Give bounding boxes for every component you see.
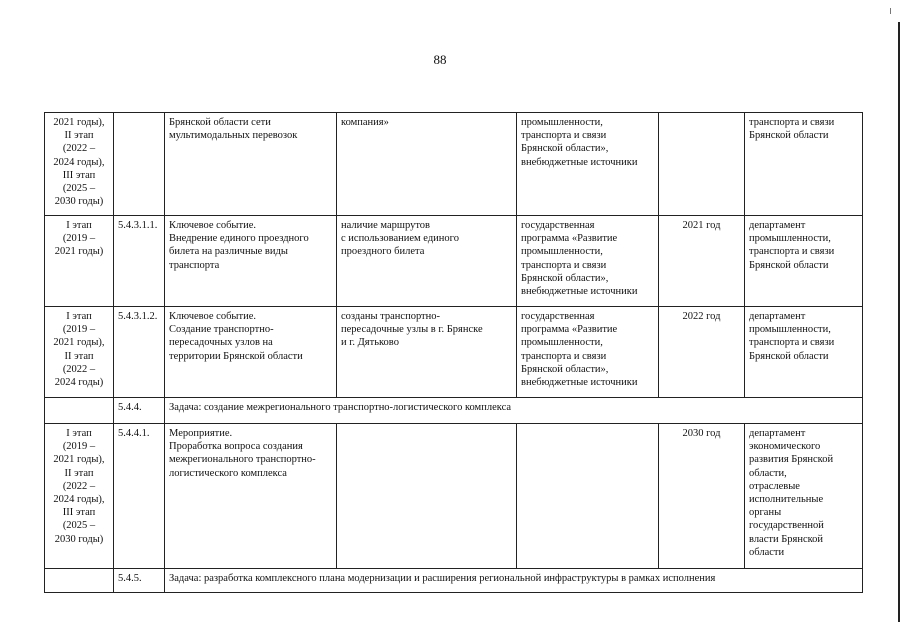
cell-line: (2022 – (62, 480, 96, 492)
cell-line: (2019 – (62, 441, 96, 453)
executor-cell (745, 216, 863, 307)
cell-line: транспорта и связи (521, 259, 607, 271)
cell-line: Брянской области (749, 350, 829, 362)
cell-line: Ключевое событие. (169, 311, 256, 322)
stage-cell (45, 569, 114, 593)
cell-line: 2024 годы), (53, 494, 105, 506)
cell-line: наличие маршрутов (341, 220, 431, 231)
cell-line: пересадочных узлов на (169, 337, 273, 349)
cell-line: программа «Развитие (521, 233, 618, 245)
cell-line: (2022 – (62, 363, 96, 375)
cell-line: экономического (749, 441, 821, 453)
code-cell (114, 307, 165, 398)
cell-line: транспорта (169, 259, 220, 271)
cell-line: мультимодальных перевозок (169, 130, 298, 142)
cell-line: государственная (521, 220, 595, 231)
indicator-cell (337, 113, 517, 216)
cell-line: области (749, 546, 785, 558)
cell-line: проездного билета (341, 246, 425, 258)
cell-line: билета на различные виды (169, 246, 288, 258)
cell-line: Создание транспортно- (169, 324, 274, 336)
cell-line: (2019 – (62, 233, 96, 245)
plan-table (44, 112, 863, 593)
cell-line: государственной (749, 520, 824, 532)
cell-line: внебюджетные источники (521, 286, 638, 298)
table-row (45, 113, 863, 216)
cell-line: транспорта и связи (749, 117, 835, 128)
cell-line: 2021 годы), (53, 454, 105, 466)
cell-line: промышленности, (749, 324, 831, 336)
cell-line: I этап (66, 311, 92, 322)
cell-line: 5.4.3.1.2. (118, 311, 158, 322)
cell-line: и г. Дятьково (341, 337, 399, 349)
cell-line: 2021 год (682, 220, 721, 231)
indicator-cell (337, 307, 517, 398)
cell-line: II этап (64, 130, 94, 142)
executor-cell (745, 113, 863, 216)
indicator-cell (337, 216, 517, 307)
cell-line: Брянской области (749, 130, 829, 142)
cell-line: транспорта и связи (749, 337, 835, 349)
indicator-cell (337, 424, 517, 569)
cell-line: 5.4.4. (118, 402, 142, 413)
cell-line: Мероприятие. (169, 428, 233, 439)
cell-line: логистического комплекса (169, 467, 287, 479)
cell-line: пересадочные узлы в г. Брянске (341, 324, 483, 336)
cell-line: Брянской области (749, 259, 829, 271)
cell-line: 5.4.5. (118, 573, 142, 584)
cell-line: органы (749, 507, 782, 519)
cell-line: промышленности, (521, 337, 603, 349)
cell-line: II этап (64, 467, 94, 479)
executor-cell (745, 307, 863, 398)
cell-line: Брянской области», (521, 363, 609, 375)
cell-line: Проработка вопроса создания (169, 441, 303, 453)
cell-line: департамент (749, 311, 806, 322)
cell-line: внебюджетные источники (521, 377, 638, 389)
source-cell (517, 113, 659, 216)
cell-line: (2025 – (62, 183, 96, 195)
cell-line: 2021 годы) (54, 246, 104, 258)
cell-line: 2030 годы) (54, 196, 104, 208)
cell-line: промышленности, (521, 246, 603, 258)
cell-line: программа «Развитие (521, 324, 618, 336)
cell-line: 2024 годы) (54, 377, 104, 389)
cell-line: транспорта и связи (521, 130, 607, 142)
cell-line: (2019 – (62, 324, 96, 336)
cell-line: власти Брянской (749, 533, 824, 545)
cell-line: Задача: создание межрегионального транспортно-логистического комплекса (169, 402, 512, 413)
cell-line: 2021 годы), (53, 337, 105, 349)
code-cell (114, 216, 165, 307)
code-cell (114, 424, 165, 569)
cell-line: III этап (62, 169, 96, 181)
cell-line: транспорта и связи (749, 246, 835, 258)
code-cell (114, 569, 165, 593)
cell-line: 2030 годы) (54, 533, 104, 545)
cell-line: 5.4.4.1. (118, 428, 150, 439)
cell-line: I этап (66, 428, 92, 439)
event-cell (165, 307, 337, 398)
cell-line: созданы транспортно- (341, 311, 441, 322)
task-row (45, 398, 863, 424)
event-cell (165, 216, 337, 307)
scan-speck (890, 8, 891, 14)
cell-line: II этап (64, 350, 94, 362)
table-row (45, 216, 863, 307)
source-cell (517, 216, 659, 307)
cell-line: с использованием единого (341, 233, 459, 245)
cell-line: Внедрение единого проездного (169, 233, 309, 245)
deadline-cell (659, 424, 745, 569)
cell-line: Ключевое событие. (169, 220, 256, 231)
cell-line: промышленности, (749, 233, 831, 245)
cell-line: 2030 год (682, 428, 721, 439)
cell-line: промышленности, (521, 117, 603, 128)
task-cell (165, 569, 863, 593)
page-number: 88 (433, 52, 447, 67)
cell-line: межрегионального транспортно- (169, 454, 316, 466)
code-cell (114, 398, 165, 424)
cell-line: внебюджетные источники (521, 156, 638, 168)
cell-line: (2022 – (62, 143, 96, 155)
cell-line: территории Брянской области (169, 350, 303, 362)
cell-line: Задача: разработка комплексного плана модернизации и расширения региональной инфраструктуры в рамках исполнения (169, 573, 716, 584)
cell-line: развития Брянской (749, 454, 834, 466)
task-row (45, 569, 863, 593)
stage-cell (45, 424, 114, 569)
cell-line: Брянской области сети (169, 117, 271, 128)
cell-line: отраслевые (749, 480, 800, 492)
cell-line: 2021 годы), (53, 117, 105, 128)
cell-line: 2024 годы), (53, 156, 105, 168)
code-cell (114, 113, 165, 216)
event-cell (165, 113, 337, 216)
cell-line: Брянской области», (521, 272, 609, 284)
cell-line: компания» (341, 117, 389, 128)
cell-line: Брянской области», (521, 143, 609, 155)
cell-line: III этап (62, 507, 96, 519)
deadline-cell (659, 216, 745, 307)
stage-cell (45, 216, 114, 307)
deadline-cell (659, 307, 745, 398)
cell-line: 5.4.3.1.1. (118, 220, 158, 231)
stage-cell (45, 398, 114, 424)
cell-line: 2022 год (682, 311, 721, 322)
table-row (45, 424, 863, 569)
stage-cell (45, 307, 114, 398)
task-cell (165, 398, 863, 424)
cell-line: департамент (749, 220, 806, 231)
scan-edge-line (898, 22, 900, 622)
deadline-cell (659, 113, 745, 216)
source-cell (517, 307, 659, 398)
event-cell (165, 424, 337, 569)
cell-line: транспорта и связи (521, 350, 607, 362)
cell-line: (2025 – (62, 520, 96, 532)
source-cell (517, 424, 659, 569)
stage-cell (45, 113, 114, 216)
cell-line: государственная (521, 311, 595, 322)
cell-line: департамент (749, 428, 806, 439)
cell-line: области, (749, 467, 787, 479)
executor-cell (745, 424, 863, 569)
cell-line: I этап (66, 220, 92, 231)
cell-line: исполнительные (749, 494, 824, 506)
table-row (45, 307, 863, 398)
